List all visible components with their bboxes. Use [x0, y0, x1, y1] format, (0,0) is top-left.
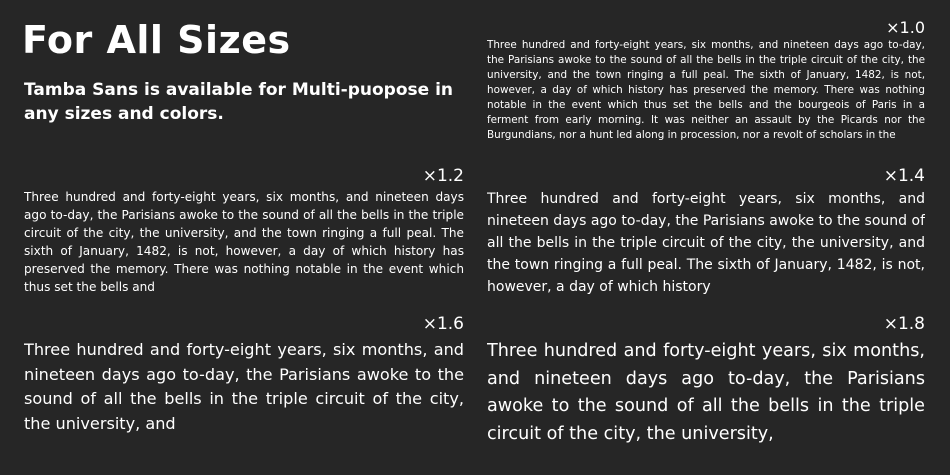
scale-label: ×1.4	[883, 166, 925, 186]
sample-block-1-0	[487, 20, 925, 146]
scale-label: ×1.6	[422, 314, 464, 334]
sample-text: Three hundred and forty-eight years, six months, and nineteen days ago to-day, the Parisians awoke to the sound of all the bells in the triple circuit of the city, the university, and	[24, 340, 464, 433]
sample-block-1-6	[24, 316, 464, 438]
page-title: For All Sizes	[22, 18, 291, 62]
sample-text: Three hundred and forty-eight years, six months, and nineteen days ago to-day, the Parisians awoke to the sound of all the bells in the triple circuit of the city, the university, and the town ringing a full peal. The sixth of January, 1482, is not, however, a day of which history has preserved the memory. There was nothing notable in the event which thus set the bells and the bourgeois of Paris in a ferment from early morning. It was neither an assault by the Picards nor the Burgundians, nor a hunt led along in procession, nor a revolt of scholars in the	[487, 39, 925, 141]
scale-label: ×1.0	[886, 18, 925, 37]
scale-label: ×1.2	[422, 166, 464, 186]
page-subtitle: Tamba Sans is available for Multi-puopose in any sizes and colors.	[24, 80, 453, 124]
scale-label: ×1.8	[883, 314, 925, 334]
sample-block-1-8	[487, 316, 925, 450]
sample-text: Three hundred and forty-eight years, six months, and nineteen days ago to-day, the Parisians awoke to the sound of all the bells in the triple circuit of the city, the university,	[487, 341, 925, 444]
sample-block-1-2	[24, 168, 464, 296]
sample-text: Three hundred and forty-eight years, six months, and nineteen days ago to-day, the Parisians awoke to the sound of all the bells in the triple circuit of the city, the university, and the town ringing a full peal. The sixth of January, 1482, is not, however, a day of which history has preserved the memory. There was nothing notable in the event which thus set the bells and	[24, 190, 464, 294]
sample-text: Three hundred and forty-eight years, six months, and nineteen days ago to-day, the Parisians awoke to the sound of all the bells in the triple circuit of the city, the university, and the town ringing a full peal. The sixth of January, 1482, is not, however, a day of which history	[487, 191, 925, 295]
sample-block-1-4	[487, 168, 925, 298]
